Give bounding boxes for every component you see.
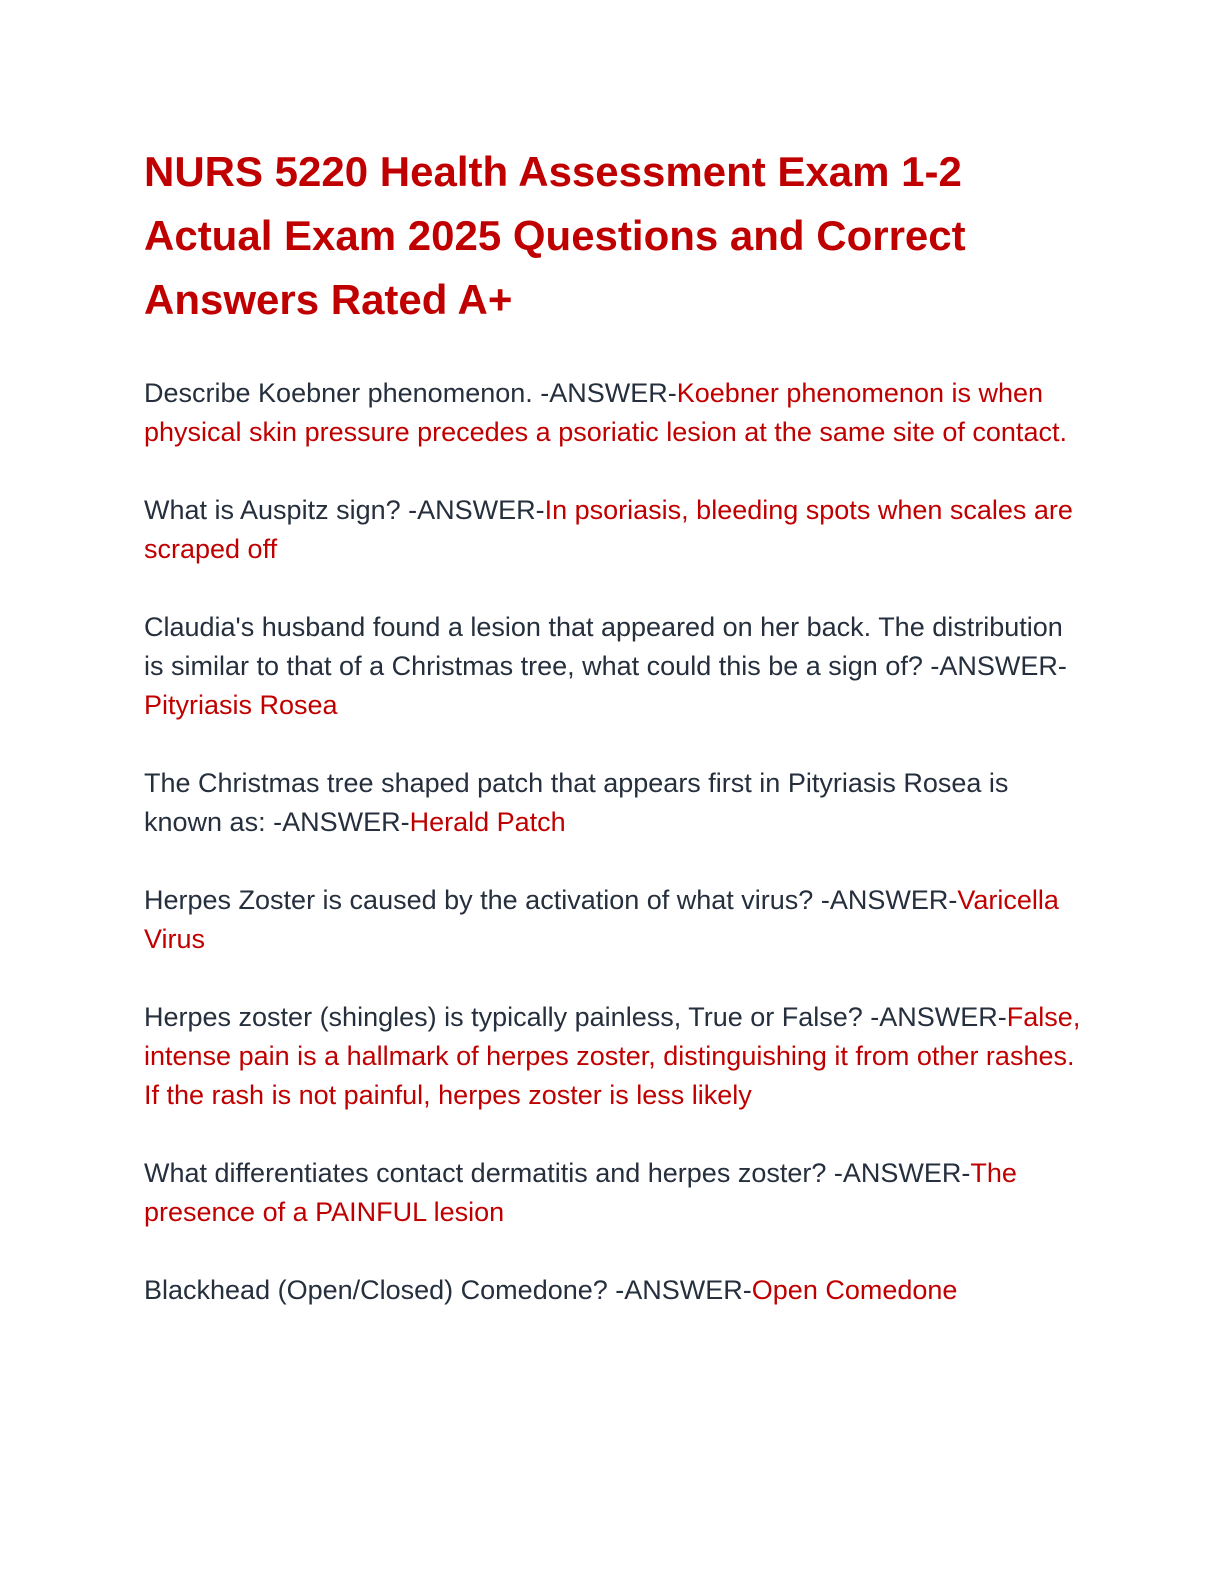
answer-marker: -ANSWER-: [870, 1002, 1007, 1032]
document-page: [144, 140, 1084, 1349]
answer-marker: -ANSWER-: [273, 807, 410, 837]
answer-marker: -ANSWER-: [615, 1275, 752, 1305]
answer-text: The presence of a PAINFUL lesion: [144, 1158, 1017, 1227]
question-text: Herpes Zoster is caused by the activation of what virus?: [144, 885, 821, 915]
answer-marker: -ANSWER-: [833, 1158, 971, 1188]
answer-text: Herald Patch: [409, 807, 566, 837]
qa-item-herpes-zoster-virus: [144, 881, 1084, 959]
answer-text: False, intense pain is a hallmark of herpes zoster, distinguishing it from other rashes. If the rash is not painful, herpes zoster is less likely: [144, 1002, 1081, 1110]
answer-marker: -ANSWER-: [408, 495, 545, 525]
question-text: Describe Koebner phenomenon.: [144, 378, 541, 408]
answer-text: Open Comedone: [751, 1275, 958, 1305]
qa-item-koebner: [144, 374, 1084, 452]
answer-marker: -ANSWER-: [540, 378, 677, 408]
question-text: Claudia's husband found a lesion that appeared on her back. The distribution is similar to that of a Christmas tree, what could this be a sign of?: [144, 612, 1063, 681]
qa-item-contact-dermatitis: [144, 1154, 1084, 1232]
answer-marker: -ANSWER-: [820, 885, 958, 915]
qa-item-auspitz: [144, 491, 1084, 569]
answer-marker: -ANSWER-: [930, 651, 1067, 681]
question-text: Blackhead (Open/Closed) Comedone?: [144, 1275, 616, 1305]
question-text: What is Auspitz sign?: [144, 495, 409, 525]
question-text: What differentiates contact dermatitis and herpes zoster?: [144, 1158, 834, 1188]
question-text: Herpes zoster (shingles) is typically painless, True or False?: [144, 1002, 871, 1032]
qa-list: [144, 374, 1084, 1310]
answer-text: Varicella Virus: [144, 885, 1059, 954]
document-title: NURS 5220 Health Assessment Exam 1-2 Actual Exam 2025 Questions and Correct Answers Rated A+: [144, 148, 966, 323]
qa-item-herald-patch: [144, 764, 1084, 842]
qa-item-blackhead: [144, 1271, 1084, 1310]
answer-text: In psoriasis, bleeding spots when scales are scraped off: [144, 495, 1073, 564]
question-text: The Christmas tree shaped patch that appears first in Pityriasis Rosea is known as:: [144, 768, 1009, 837]
qa-item-christmas-tree: [144, 608, 1084, 725]
answer-text: Koebner phenomenon is when physical skin pressure precedes a psoriatic lesion at the same site of contact.: [144, 378, 1067, 447]
qa-item-shingles-pain: [144, 998, 1084, 1115]
answer-text: Pityriasis Rosea: [144, 690, 338, 720]
